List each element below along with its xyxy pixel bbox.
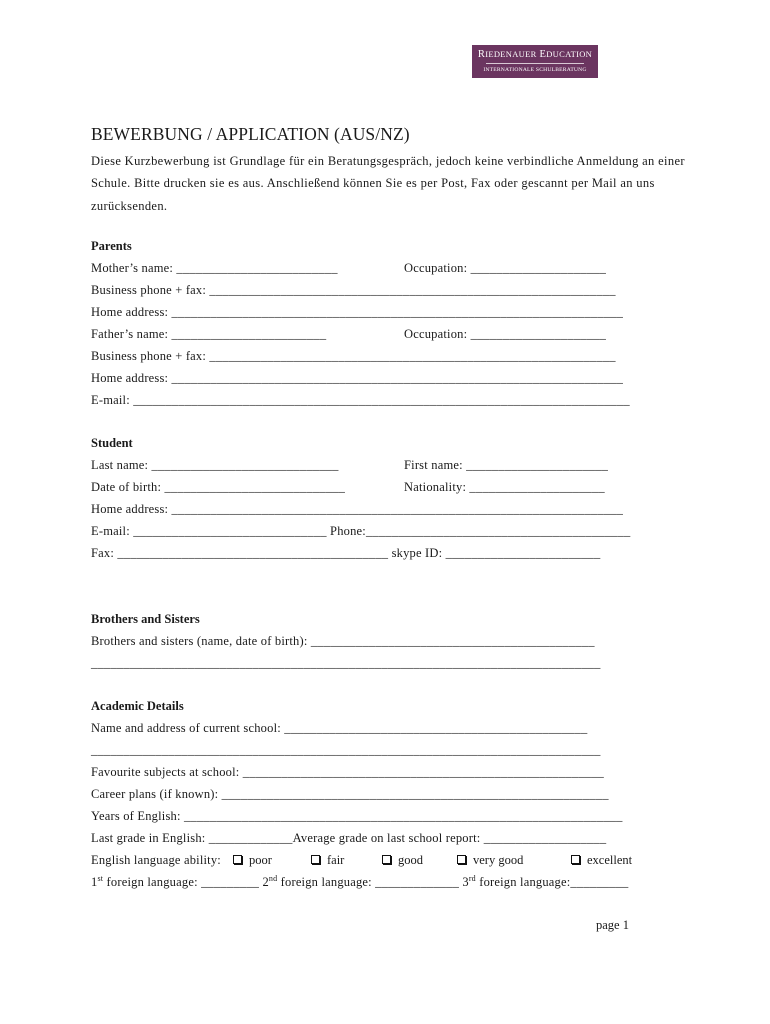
checkbox-icon[interactable]	[382, 855, 391, 864]
foreign-languages-field[interactable]: 1st foreign language: _________ 2nd foreign language: _____________ 3rd foreign language:_________	[91, 874, 629, 889]
mother-home-address-field[interactable]: Home address: ______________________________________________________________________	[91, 305, 624, 319]
section-heading-student: Student	[91, 436, 133, 450]
english-grades-field[interactable]: Last grade in English: _____________Average grade on last school report: ___________________	[91, 831, 607, 845]
student-home-address-field[interactable]: Home address: ______________________________________________________________________	[91, 502, 624, 516]
ability-option-poor[interactable]: poor	[233, 853, 272, 868]
favourite-subjects-field[interactable]: Favourite subjects at school: ________________________________________________________	[91, 765, 605, 779]
mother-business-phone-field[interactable]: Business phone + fax: _______________________________________________________________	[91, 283, 616, 297]
logo-subtitle: INTERNATIONALE SCHULBERATUNG	[483, 67, 587, 73]
ability-option-excellent[interactable]: excellent	[571, 853, 632, 868]
logo-divider	[486, 63, 584, 64]
student-email-phone-field[interactable]: E-mail: ______________________________ Phone:_________________________________________	[91, 524, 631, 538]
mother-name-field[interactable]: Mother’s name: _________________________	[91, 261, 338, 275]
intro-text: Diese Kurzbewerbung ist Grundlage für ein Beratungsgespräch, jedoch keine verbindliche Anmeldung an einer Schule. Bitte drucken sie es aus. Anschließend können Sie es per Post, Fax oder gescannt per Mail an uns zurücksenden.	[91, 154, 685, 213]
current-school-field-continued[interactable]: _______________________________________________________________________________	[91, 743, 601, 757]
years-of-english-field[interactable]: Years of English: ____________________________________________________________________	[91, 809, 623, 823]
student-last-name-field[interactable]: Last name: _____________________________	[91, 458, 339, 472]
checkbox-icon[interactable]	[233, 855, 242, 864]
english-ability-label: English language ability:	[91, 853, 221, 867]
logo-title: RIEDENAUER EDUCATION	[477, 49, 593, 60]
ability-option-good[interactable]: good	[382, 853, 423, 868]
father-occupation-field[interactable]: Occupation: _____________________	[404, 327, 607, 341]
section-heading-academic: Academic Details	[91, 699, 184, 713]
father-business-phone-field[interactable]: Business phone + fax: _______________________________________________________________	[91, 349, 616, 363]
student-dob-field[interactable]: Date of birth: ____________________________	[91, 480, 346, 494]
father-home-address-field[interactable]: Home address: ______________________________________________________________________	[91, 371, 624, 385]
siblings-field-continued[interactable]: _______________________________________________________________________________	[91, 656, 601, 670]
logo	[472, 45, 598, 78]
career-plans-field[interactable]: Career plans (if known): ____________________________________________________________	[91, 787, 609, 801]
page-number: page 1	[596, 918, 629, 932]
mother-occupation-field[interactable]: Occupation: _____________________	[404, 261, 607, 275]
ability-option-fair[interactable]: fair	[311, 853, 344, 868]
checkbox-icon[interactable]	[457, 855, 466, 864]
student-fax-skype-field[interactable]: Fax: __________________________________________ skype ID: ________________________	[91, 546, 601, 560]
father-name-field[interactable]: Father’s name: ________________________	[91, 327, 327, 341]
current-school-field[interactable]: Name and address of current school: _______________________________________________	[91, 721, 588, 735]
checkbox-icon[interactable]	[311, 855, 320, 864]
ability-option-very-good[interactable]: very good	[457, 853, 523, 868]
student-nationality-field[interactable]: Nationality: _____________________	[404, 480, 605, 494]
section-heading-siblings: Brothers and Sisters	[91, 612, 200, 626]
siblings-field[interactable]: Brothers and sisters (name, date of birth): ____________________________________________	[91, 634, 595, 648]
page-title: BEWERBUNG / APPLICATION (AUS/NZ)	[91, 124, 410, 144]
section-heading-parents: Parents	[91, 239, 132, 253]
checkbox-icon[interactable]	[571, 855, 580, 864]
parents-email-field[interactable]: E-mail: _____________________________________________________________________________	[91, 393, 630, 407]
student-first-name-field[interactable]: First name: ______________________	[404, 458, 609, 472]
